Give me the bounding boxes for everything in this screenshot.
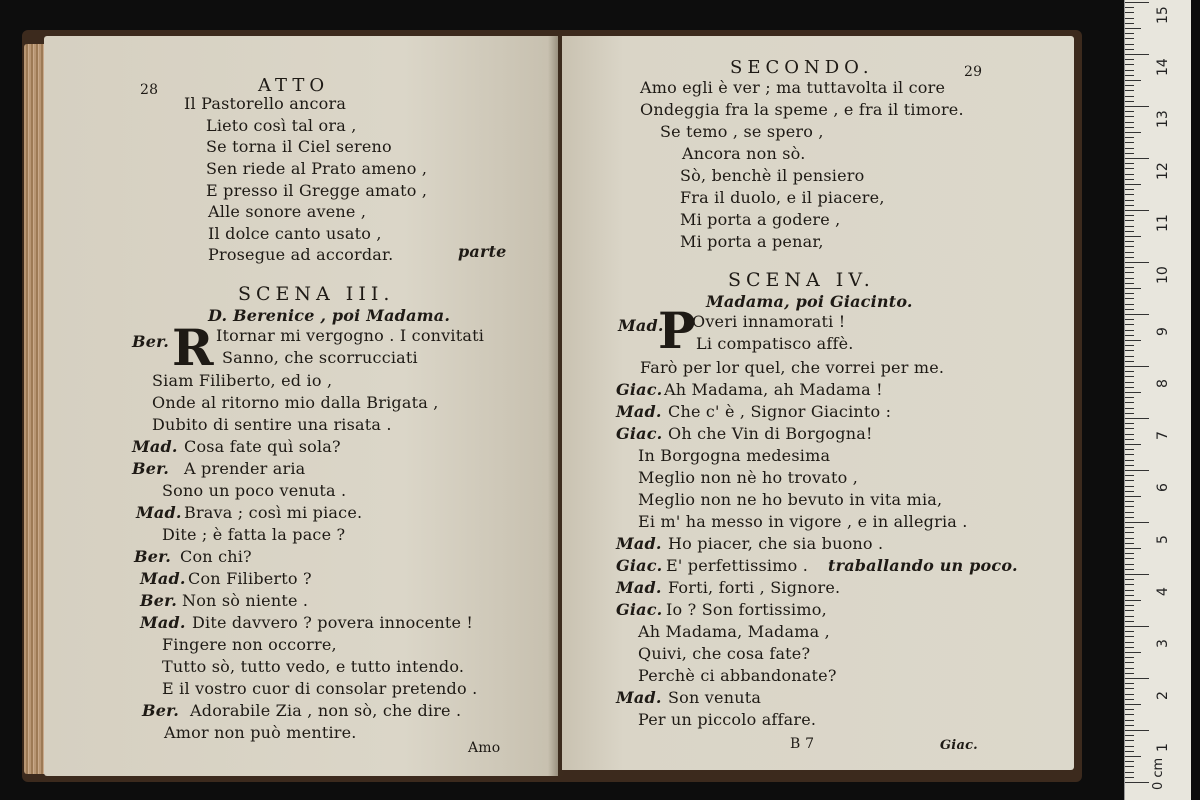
dialogue-line: Dubito di sentire una risata . — [152, 415, 392, 434]
ruler-tick — [1125, 231, 1134, 232]
aria-line: Fra il duolo, e il piacere, — [680, 188, 885, 207]
ruler-tick — [1125, 506, 1134, 507]
ruler-tick — [1125, 553, 1134, 554]
ruler-tick — [1125, 111, 1134, 112]
ruler-tick — [1125, 236, 1141, 237]
dialogue-line: Brava ; così mi piace. — [184, 503, 363, 522]
ruler-tick — [1125, 626, 1149, 627]
ruler-tick — [1125, 538, 1134, 539]
ruler-tick — [1125, 668, 1134, 669]
ruler-tick — [1125, 127, 1134, 128]
speaker-label: Giac. — [616, 424, 663, 443]
dialogue-line: Adorabile Zia , non sò, che dire . — [190, 701, 462, 720]
ruler-number: 3 — [1155, 639, 1171, 648]
speaker-label: Mad. — [140, 613, 186, 632]
dialogue-line: Ei m' ha messo in vigore , e in allegria . — [638, 512, 968, 531]
ruler-tick — [1125, 740, 1134, 741]
ruler-tick — [1125, 470, 1149, 471]
signature-mark: B 7 — [790, 736, 815, 752]
ruler-tick — [1125, 756, 1141, 757]
ruler-tick — [1125, 132, 1141, 133]
ruler-number: 2 — [1155, 691, 1171, 700]
ruler-tick — [1125, 340, 1141, 341]
aria-line: Ondeggia fra la speme , e fra il timore. — [640, 100, 964, 119]
ruler-tick — [1125, 600, 1141, 601]
dialogue-line: Dite davvero ? povera innocente ! — [192, 613, 474, 632]
ruler-tick — [1125, 694, 1134, 695]
ruler-tick — [1125, 28, 1141, 29]
ruler-tick — [1125, 189, 1134, 190]
ruler-tick — [1125, 662, 1134, 663]
dialogue-line: Li compatisco affè. — [696, 334, 854, 353]
ruler-tick — [1125, 558, 1134, 559]
ruler-tick — [1125, 402, 1134, 403]
ruler-tick — [1125, 444, 1141, 445]
ruler-tick — [1125, 392, 1141, 393]
speaker-label: Giac. — [616, 600, 663, 619]
speaker-label: Ber. — [142, 701, 180, 720]
ruler-tick — [1125, 257, 1134, 258]
ruler-tick — [1125, 777, 1134, 778]
dialogue-line: Amor non può mentire. — [164, 723, 357, 742]
dialogue-line: Perchè ci abbandonate? — [638, 666, 837, 685]
scene-heading: SCENA III. — [238, 283, 395, 305]
ruler-tick — [1125, 631, 1134, 632]
ruler-tick — [1125, 18, 1134, 19]
ruler-tick — [1125, 704, 1141, 705]
ruler-tick — [1125, 267, 1134, 268]
ruler-tick — [1125, 491, 1134, 492]
ruler-tick — [1125, 382, 1134, 383]
ruler-tick — [1125, 730, 1149, 731]
dialogue-line: Meglio non ne ho bevuto in vita mia, — [638, 490, 943, 509]
ruler-tick — [1125, 184, 1141, 185]
ruler-tick — [1125, 486, 1134, 487]
aria-line: Prosegue ad accordar. — [208, 245, 394, 264]
ruler-tick — [1125, 262, 1149, 263]
dialogue-line: E' perfettissimo . — [666, 556, 809, 575]
ruler-tick — [1125, 324, 1134, 325]
ruler-tick — [1125, 584, 1134, 585]
ruler-tick — [1125, 532, 1134, 533]
speaker-label: Ber. — [140, 591, 178, 610]
ruler-tick — [1125, 163, 1134, 164]
ruler-tick — [1125, 714, 1134, 715]
ruler-tick — [1125, 371, 1134, 372]
drop-cap: P — [658, 301, 696, 360]
ruler-tick — [1125, 548, 1141, 549]
ruler-tick — [1125, 272, 1134, 273]
scene-characters: D. Berenice , poi Madama. — [208, 306, 451, 325]
ruler-tick — [1125, 564, 1134, 565]
ruler-tick — [1125, 309, 1134, 310]
ruler-tick — [1125, 725, 1134, 726]
ruler-number: 7 — [1155, 431, 1171, 440]
ruler-tick — [1125, 517, 1134, 518]
ruler-unit: 0 cm — [1151, 757, 1166, 790]
ruler-tick — [1125, 33, 1134, 34]
running-head: ATTO — [258, 75, 330, 96]
dialogue-line: Oh che Vin di Borgogna! — [668, 424, 873, 443]
ruler-tick — [1125, 772, 1134, 773]
ruler-tick — [1125, 59, 1134, 60]
ruler-tick — [1125, 642, 1134, 643]
speaker-label: Mad. — [618, 316, 664, 335]
ruler-tick — [1125, 423, 1134, 424]
ruler-tick — [1125, 418, 1149, 419]
ruler-tick — [1125, 621, 1134, 622]
speaker-label: Ber. — [132, 459, 170, 478]
ruler-tick — [1125, 75, 1134, 76]
ruler-tick — [1125, 616, 1134, 617]
ruler-tick — [1125, 449, 1134, 450]
ruler-tick — [1125, 241, 1134, 242]
ruler-tick — [1125, 319, 1134, 320]
ruler-tick — [1125, 2, 1149, 3]
speaker-label: Mad. — [140, 569, 186, 588]
page-number: 29 — [964, 64, 983, 80]
ruler-tick — [1125, 142, 1134, 143]
dialogue-line: Sanno, che scorrucciati — [222, 348, 418, 367]
ruler-number: 9 — [1155, 327, 1171, 336]
dialogue-line: Ho piacer, che sia buono . — [668, 534, 884, 553]
ruler-tick — [1125, 205, 1134, 206]
ruler-number: 10 — [1155, 266, 1171, 284]
ruler-tick — [1125, 683, 1134, 684]
left-page — [44, 36, 558, 776]
ruler-tick — [1125, 148, 1134, 149]
right-page — [562, 36, 1074, 770]
ruler-tick — [1125, 475, 1134, 476]
speaker-label: Mad. — [132, 437, 178, 456]
ruler-tick — [1125, 366, 1149, 367]
ruler-tick — [1125, 735, 1134, 736]
ruler-tick — [1125, 200, 1134, 201]
dialogue-line: Io ? Son fortissimo, — [666, 600, 827, 619]
drop-cap: R — [172, 318, 214, 377]
ruler-tick — [1125, 761, 1134, 762]
ruler-tick — [1125, 376, 1134, 377]
ruler-tick — [1125, 574, 1149, 575]
ruler-tick — [1125, 101, 1134, 102]
dialogue-line: Con chi? — [180, 547, 252, 566]
aria-line: Se torna il Ciel sereno — [206, 137, 392, 156]
ruler-tick — [1125, 70, 1134, 71]
ruler-tick — [1125, 465, 1134, 466]
dialogue-line: Meglio non nè ho trovato , — [638, 468, 858, 487]
scene-characters: Madama, poi Giacinto. — [706, 292, 913, 311]
dialogue-line: Fingere non occorre, — [162, 635, 337, 654]
speaker-label: Mad. — [616, 688, 662, 707]
ruler-tick — [1125, 314, 1149, 315]
ruler-tick — [1125, 397, 1134, 398]
aria-line: Mi porta a penar, — [680, 232, 824, 251]
scene-heading: SCENA IV. — [728, 269, 875, 291]
ruler-tick — [1125, 44, 1134, 45]
aria-line: Il dolce canto usato , — [208, 224, 382, 243]
ruler-tick — [1125, 96, 1134, 97]
dialogue-line: Sono un poco venuta . — [162, 481, 347, 500]
ruler-tick — [1125, 304, 1134, 305]
ruler-tick — [1125, 168, 1134, 169]
ruler-tick — [1125, 49, 1134, 50]
ruler-tick — [1125, 252, 1134, 253]
ruler-tick — [1125, 90, 1134, 91]
ruler-tick — [1125, 610, 1134, 611]
ruler-tick — [1125, 673, 1134, 674]
ruler-tick — [1125, 688, 1134, 689]
ruler-tick — [1125, 361, 1134, 362]
dialogue-line: Che c' è , Signor Giacinto : — [668, 402, 892, 421]
ruler-tick — [1125, 496, 1141, 497]
ruler-tick — [1125, 512, 1134, 513]
speaker-label: Giac. — [616, 556, 663, 575]
ruler-number: 12 — [1155, 162, 1171, 180]
ruler-number: 11 — [1155, 214, 1171, 232]
dialogue-line: Siam Filiberto, ed io , — [152, 371, 333, 390]
aria-line: Sen riede al Prato ameno , — [206, 159, 428, 178]
ruler-tick — [1125, 153, 1134, 154]
ruler-tick — [1125, 527, 1134, 528]
ruler-tick — [1125, 23, 1134, 24]
stage-direction: parte — [458, 242, 507, 261]
ruler-tick — [1125, 64, 1134, 65]
dialogue-line: E il vostro cuor di consolar pretendo . — [162, 679, 478, 698]
ruler-tick — [1125, 158, 1149, 159]
ruler-tick — [1125, 460, 1134, 461]
ruler-tick — [1125, 220, 1134, 221]
aria-line: Mi porta a godere , — [680, 210, 841, 229]
ruler-number: 4 — [1155, 587, 1171, 596]
ruler-tick — [1125, 174, 1134, 175]
ruler-tick — [1125, 12, 1134, 13]
dialogue-line: Itornar mi vergogno . I convitati — [216, 326, 485, 345]
speaker-label: Mad. — [136, 503, 182, 522]
page-number: 28 — [140, 82, 159, 98]
ruler-number: 5 — [1155, 535, 1171, 544]
aria-line: Ancora non sò. — [682, 144, 806, 163]
ruler-tick — [1125, 652, 1141, 653]
measuring-ruler — [1124, 0, 1191, 800]
ruler-tick — [1125, 408, 1134, 409]
ruler-tick — [1125, 194, 1134, 195]
ruler-tick — [1125, 226, 1134, 227]
dialogue-line: Cosa fate quì sola? — [184, 437, 341, 456]
ruler-tick — [1125, 678, 1149, 679]
dialogue-line: Tutto sò, tutto vedo, e tutto intendo. — [162, 657, 465, 676]
ruler-tick — [1125, 709, 1134, 710]
ruler-tick — [1125, 387, 1134, 388]
ruler-tick — [1125, 283, 1134, 284]
ruler-tick — [1125, 439, 1134, 440]
ruler-tick — [1125, 246, 1134, 247]
ruler-tick — [1125, 647, 1134, 648]
ruler-tick — [1125, 605, 1134, 606]
ruler-tick — [1125, 636, 1134, 637]
ruler-tick — [1125, 210, 1149, 211]
dialogue-line: Son venuta — [668, 688, 762, 707]
speaker-label: Mad. — [616, 534, 662, 553]
ruler-number: 15 — [1155, 6, 1171, 24]
running-head: SECONDO. — [730, 57, 874, 78]
dialogue-line: Forti, forti , Signore. — [668, 578, 841, 597]
dialogue-line: Overi innamorati ! — [692, 312, 846, 331]
ruler-tick — [1125, 746, 1134, 747]
aria-line: Sò, benchè il pensiero — [680, 166, 865, 185]
ruler-tick — [1125, 766, 1134, 767]
ruler-tick — [1125, 428, 1134, 429]
ruler-tick — [1125, 579, 1134, 580]
dialogue-line: Con Filiberto ? — [188, 569, 312, 588]
ruler-tick — [1125, 569, 1134, 570]
ruler-tick — [1125, 293, 1134, 294]
ruler-tick — [1125, 137, 1134, 138]
dialogue-line: Ah Madama, ah Madama ! — [664, 380, 883, 399]
dialogue-line: Farò per lor quel, che vorrei per me. — [640, 358, 945, 377]
ruler-number: 6 — [1155, 483, 1171, 492]
stage-direction: traballando un poco. — [828, 556, 1018, 575]
ruler-tick — [1125, 720, 1134, 721]
dialogue-line: Quivi, che cosa fate? — [638, 644, 811, 663]
dialogue-line: Non sò niente . — [182, 591, 309, 610]
ruler-tick — [1125, 699, 1134, 700]
ruler-tick — [1125, 335, 1134, 336]
ruler-number: 14 — [1155, 58, 1171, 76]
ruler-tick — [1125, 298, 1134, 299]
ruler-tick — [1125, 413, 1134, 414]
ruler-tick — [1125, 543, 1134, 544]
ruler-tick — [1125, 782, 1149, 783]
ruler-tick — [1125, 54, 1149, 55]
dialogue-line: Dite ; è fatta la pace ? — [162, 525, 346, 544]
ruler-tick — [1125, 356, 1134, 357]
ruler-tick — [1125, 454, 1134, 455]
ruler-tick — [1125, 278, 1134, 279]
ruler-tick — [1125, 122, 1134, 123]
aria-line: Se temo , se spero , — [660, 122, 824, 141]
ruler-tick — [1125, 350, 1134, 351]
ruler-tick — [1125, 116, 1134, 117]
aria-line: Alle sonore avene , — [208, 202, 367, 221]
speaker-label: Giac. — [616, 380, 663, 399]
speaker-label: Mad. — [616, 578, 662, 597]
ruler-tick — [1125, 215, 1134, 216]
ruler-tick — [1125, 590, 1134, 591]
ruler-tick — [1125, 179, 1134, 180]
dialogue-line: A prender aria — [184, 459, 306, 478]
ruler-tick — [1125, 522, 1149, 523]
dialogue-line: Onde al ritorno mio dalla Brigata , — [152, 393, 439, 412]
ruler-tick — [1125, 7, 1134, 8]
dialogue-line: Per un piccolo affare. — [638, 710, 817, 729]
page-edges — [24, 44, 46, 774]
ruler-tick — [1125, 434, 1134, 435]
speaker-label: Ber. — [134, 547, 172, 566]
aria-line: Amo egli è ver ; ma tuttavolta il core — [640, 78, 946, 97]
aria-line: Il Pastorello ancora — [184, 94, 347, 113]
ruler-tick — [1125, 85, 1134, 86]
speaker-label: Ber. — [132, 332, 170, 351]
ruler-number: 1 — [1155, 743, 1171, 752]
ruler-tick — [1125, 345, 1134, 346]
dialogue-line: In Borgogna medesima — [638, 446, 831, 465]
ruler-tick — [1125, 595, 1134, 596]
ruler-tick — [1125, 288, 1141, 289]
speaker-label: Mad. — [616, 402, 662, 421]
ruler-tick — [1125, 80, 1141, 81]
ruler-number: 13 — [1155, 110, 1171, 128]
ruler-tick — [1125, 480, 1134, 481]
aria-line: Lieto così tal ora , — [206, 116, 357, 135]
ruler-tick — [1125, 501, 1134, 502]
dialogue-line: Ah Madama, Madama , — [638, 622, 830, 641]
ruler-tick — [1125, 38, 1134, 39]
ruler-tick — [1125, 751, 1134, 752]
aria-line: E presso il Gregge amato , — [206, 181, 428, 200]
ruler-tick — [1125, 330, 1134, 331]
ruler-number: 8 — [1155, 379, 1171, 388]
ruler-tick — [1125, 657, 1134, 658]
catchword: Amo — [468, 740, 501, 756]
catchword: Giac. — [940, 738, 978, 753]
ruler-tick — [1125, 106, 1149, 107]
